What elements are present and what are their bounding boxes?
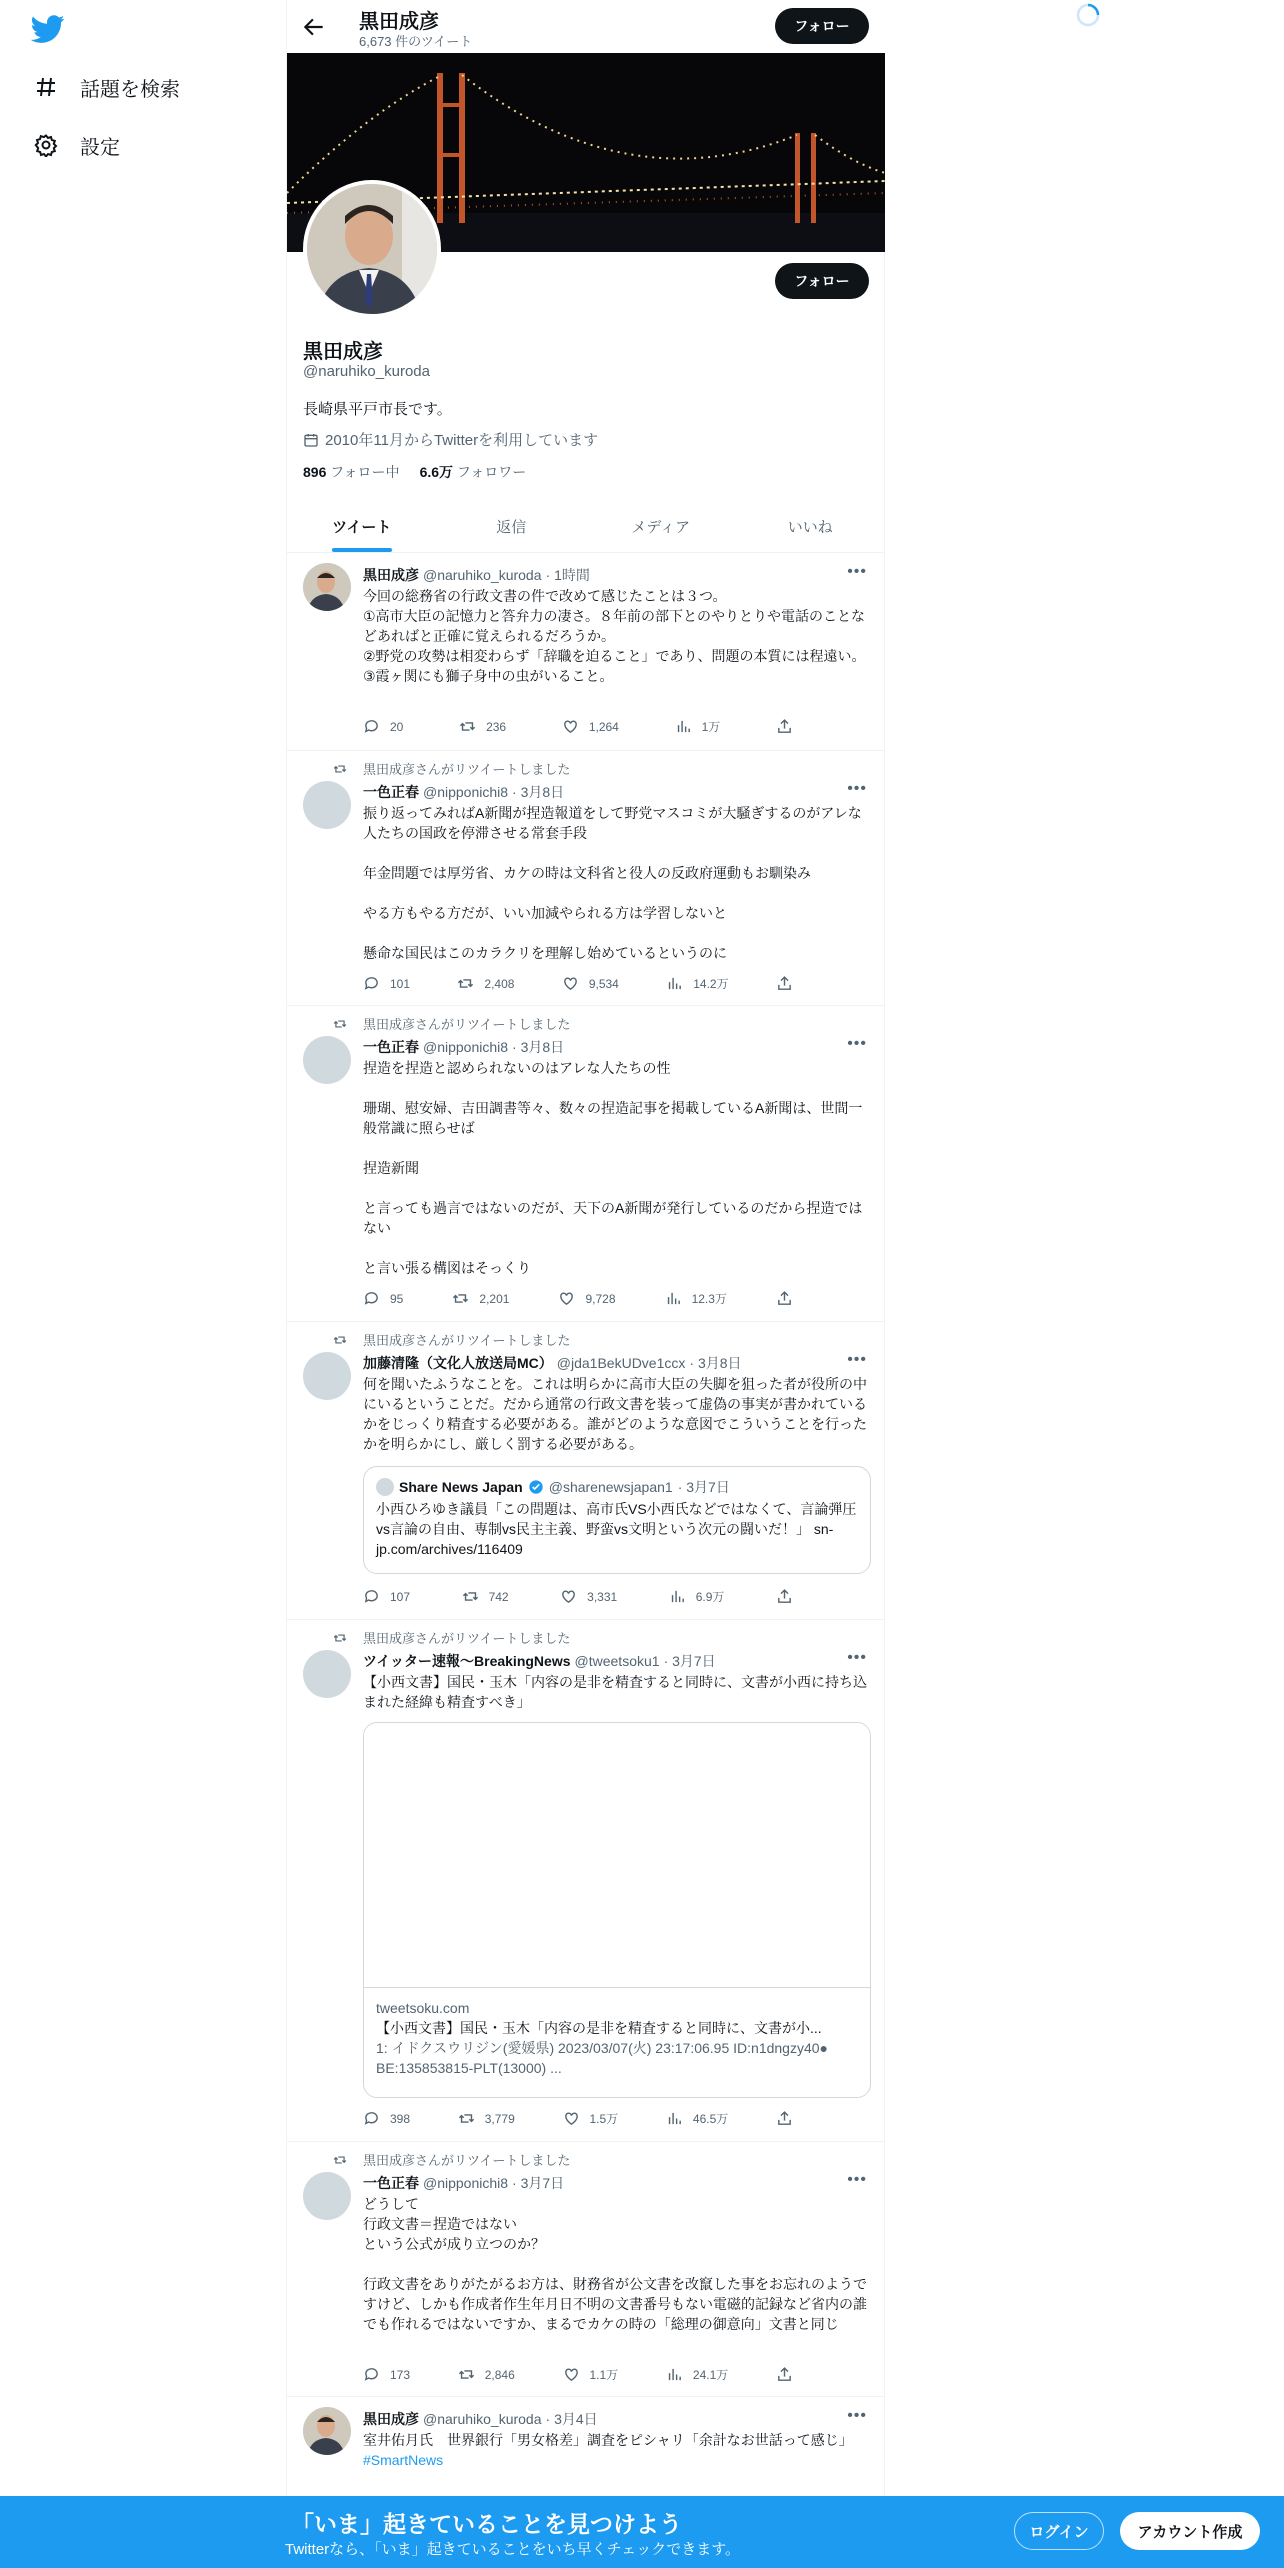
views-button[interactable]: [666, 2110, 728, 2127]
reply-icon: [363, 975, 380, 992]
tweet-author-handle[interactable]: @naruhiko_kuroda: [423, 567, 542, 583]
tab-replies[interactable]: 返信: [496, 518, 527, 536]
views-button[interactable]: [669, 1588, 725, 1605]
views-chart-icon: [669, 1588, 686, 1605]
reply-icon: [363, 718, 380, 735]
following-label: フォロー中: [330, 464, 400, 480]
like-count: 1.5万: [589, 2112, 619, 2126]
loading-spinner-icon: [1075, 2, 1101, 28]
sidebar-item-explore[interactable]: [34, 67, 180, 107]
tab-media[interactable]: メディア: [631, 518, 691, 536]
view-count: 24.1万: [692, 2368, 729, 2382]
like-count: 1,264: [588, 719, 619, 734]
reply-button[interactable]: [363, 718, 403, 735]
follow-button-header[interactable]: フォロー: [775, 8, 869, 44]
share-button[interactable]: [776, 1290, 793, 1307]
sidebar-item-settings[interactable]: [34, 125, 120, 165]
more-options-icon[interactable]: •••: [847, 1649, 867, 1666]
share-icon: [776, 1588, 793, 1605]
reply-count: 101: [390, 976, 411, 991]
retweet-small-icon: [333, 1017, 347, 1031]
share-icon: [776, 718, 793, 735]
tweet-author-handle[interactable]: @nipponichi8: [423, 784, 509, 800]
login-button[interactable]: ログイン: [1014, 2512, 1104, 2550]
share-icon: [776, 2110, 793, 2127]
heart-icon: [563, 2110, 580, 2127]
tweet-actions: [363, 2366, 793, 2383]
following-count: 896: [303, 464, 327, 480]
tweet-text: 何を聞いたふうなことを。これは明らかに高市大臣の失脚を狙った者が役所の中にいるということだ。だから通常の行政文書を装って虚偽の事実が書かれているかをじっくり精査する必要がある。誰がどのような意図でこういうことを行ったかを明らかにし、厳しく罰する必要がある。: [363, 1376, 867, 1452]
view-count: 46.5万: [692, 2112, 729, 2126]
signup-prompt-bar: [0, 2496, 1284, 2568]
share-button[interactable]: [776, 975, 793, 992]
tweet-header: [363, 565, 590, 585]
retweet-indicator: [363, 759, 570, 778]
tweet-text: 今回の総務省の行政文書の件で改めて感じたことは３つ。 ①高市大臣の記憶力と答弁力の凄さ。８年前の部下とのやりとりや電話のことなどあればと正確に覚えられるだろうか。 ②野党の攻勢は相変わらず「辞職を迫ること」であり、問題の本質には程遠い。 ③霞ヶ関にも獅子身中の虫がいること。: [363, 588, 866, 684]
retweet-button[interactable]: [458, 2366, 515, 2383]
tweet-author-handle[interactable]: @nipponichi8: [423, 2175, 509, 2191]
retweet-count: 2,201: [479, 1291, 510, 1306]
tweet-text: 捏造を捏造と認められないのはアレな人たちの性 珊瑚、慰安婦、吉田調書等々、数々の捏造記事を掲載しているA新聞は、世間一般常識に照らせば 捏造新聞 と言っても過言ではないのだが、天下のA新聞が発行しているのだから捏造ではない と言い張る構図はそっくり: [363, 1060, 863, 1276]
like-count: 3,331: [587, 1589, 618, 1604]
profile-photo: [307, 184, 437, 314]
heart-icon: [558, 1290, 575, 1307]
tab-likes[interactable]: いいね: [787, 518, 833, 536]
tweet-header: [363, 2173, 564, 2193]
tweet-item[interactable]: [287, 2142, 885, 2397]
tweet-count: 6,673 件のツイート: [359, 34, 473, 49]
reply-button[interactable]: [363, 1588, 410, 1605]
views-button[interactable]: [675, 718, 721, 735]
share-icon: [776, 975, 793, 992]
share-button[interactable]: [776, 2110, 793, 2127]
tweet-text-container: [363, 2430, 871, 2470]
tweet-item[interactable]: [287, 1620, 885, 2142]
tweet-author-name[interactable]: 一色正春: [363, 784, 419, 800]
tweet-author-avatar[interactable]: [303, 2172, 351, 2220]
tweet-item[interactable]: [287, 1322, 885, 1620]
quoted-tweet-time: · 3月7日: [677, 1479, 730, 1495]
share-icon: [776, 2366, 793, 2383]
followers-count: 6.6万: [419, 464, 454, 480]
link-preview-card[interactable]: [363, 1722, 871, 2098]
retweet-icon: [452, 1290, 469, 1307]
tweet-time[interactable]: · 1時間: [545, 567, 590, 583]
calendar-icon: [303, 432, 319, 448]
heart-icon: [560, 1588, 577, 1605]
reply-count: 107: [390, 1589, 411, 1604]
tweet-time[interactable]: · 3月4日: [545, 2411, 598, 2427]
more-options-icon[interactable]: •••: [847, 1351, 867, 1368]
retweet-count: 236: [486, 719, 507, 734]
author-photo: [303, 2407, 351, 2455]
tweet-time[interactable]: · 3月8日: [689, 1355, 742, 1371]
reply-icon: [363, 2110, 380, 2127]
signup-button[interactable]: アカウント作成: [1120, 2512, 1260, 2550]
retweet-icon: [458, 2110, 475, 2127]
view-count: 12.3万: [691, 1292, 727, 1306]
tweet-item[interactable]: [287, 1006, 885, 1322]
retweet-icon: [462, 1588, 479, 1605]
heart-icon: [562, 975, 579, 992]
tab-tweets[interactable]: ツイート: [287, 500, 437, 552]
tweet-item[interactable]: [287, 751, 885, 1006]
heart-icon: [562, 718, 579, 735]
link-domain: tweetsoku.com: [376, 2000, 470, 2016]
verified-badge-icon: [528, 1479, 544, 1495]
view-count: 6.9万: [695, 1590, 725, 1604]
more-options-icon[interactable]: •••: [847, 2407, 867, 2424]
tweet-actions: [363, 2110, 793, 2127]
like-button[interactable]: [560, 1588, 617, 1605]
retweet-icon: [458, 2366, 475, 2383]
tweet-author-avatar[interactable]: [303, 781, 351, 829]
retweet-indicator: [363, 2150, 570, 2169]
tweet-author-name[interactable]: 一色正春: [363, 1039, 419, 1055]
reply-count: 398: [390, 2111, 411, 2126]
retweet-count: 742: [488, 1589, 509, 1604]
retweet-icon: [459, 718, 476, 735]
retweet-small-icon: [333, 2153, 347, 2167]
retweet-small-icon: [333, 1631, 347, 1645]
tweet-author-name[interactable]: 加藤清隆（文化人放送局MC）: [363, 1355, 553, 1371]
tweet-time[interactable]: · 3月8日: [512, 1039, 565, 1055]
tweet-author-handle[interactable]: @tweetsoku1: [574, 1653, 660, 1669]
left-sidebar: [0, 0, 286, 2568]
tweet-actions: [363, 1290, 793, 1307]
tweet-time[interactable]: · 3月7日: [663, 1653, 716, 1669]
tweet-header: [363, 1037, 564, 1057]
quoted-author-handle: @sharenewsjapan1: [548, 1479, 673, 1495]
retweet-small-icon: [333, 762, 347, 776]
link-preview-image: [364, 1723, 870, 1988]
tweet-header: [363, 1651, 716, 1671]
retweet-count: 2,846: [484, 2367, 515, 2382]
tweet-author-handle[interactable]: @nipponichi8: [423, 1039, 509, 1055]
retweet-icon: [457, 975, 474, 992]
views-chart-icon: [666, 2110, 683, 2127]
tweet-item[interactable]: [287, 553, 885, 751]
retweet-indicator: [363, 1014, 570, 1033]
like-button[interactable]: [562, 718, 619, 735]
tweet-author-handle[interactable]: @naruhiko_kuroda: [423, 2411, 542, 2427]
reply-icon: [363, 1290, 380, 1307]
like-button[interactable]: [562, 975, 619, 992]
like-button[interactable]: [563, 2110, 619, 2127]
tweet-text: 振り返ってみればA新聞が捏造報道をして野党マスコミが大騒ぎするのがアレな人たちの国政を停滞させる常套手段 年金問題では厚労省、カケの時は文科省と役人の反政府運動もお馴染み やる方もやる方だが、いい加減やられる方は学習しないと 懸命な国民はこのカラクリを理解し始めているというのに: [363, 805, 862, 961]
profile-tabs: [287, 500, 885, 553]
signup-prompt-title: 「いま」起きていることを見つけよう: [291, 2511, 682, 2537]
views-button[interactable]: [666, 2366, 728, 2383]
like-button[interactable]: [563, 2366, 619, 2383]
tweet-header: [363, 2409, 598, 2429]
share-button[interactable]: [776, 1588, 793, 1605]
link-preview-text: [364, 1988, 870, 2088]
tweet-time[interactable]: · 3月7日: [512, 2175, 565, 2191]
sidebar-item-label: 話題を検索: [80, 78, 180, 101]
views-button[interactable]: [666, 975, 728, 992]
retweet-small-icon: [333, 1333, 347, 1347]
back-arrow-icon[interactable]: [301, 14, 327, 40]
tweet-header: [363, 782, 564, 802]
tweet-text: 【小西文書】国民・玉木「内容の是非を精査すると同時に、文書が小西に持ち込まれた経緯も精査すべき」: [363, 1674, 867, 1710]
tweet-author-handle[interactable]: @jda1BekUDve1ccx: [556, 1355, 686, 1371]
sidebar-item-label: 設定: [80, 136, 120, 159]
views-chart-icon: [675, 718, 692, 735]
retweet-button[interactable]: [452, 1290, 509, 1307]
tweet-author-avatar[interactable]: [303, 2407, 351, 2455]
share-button[interactable]: [776, 718, 793, 735]
follow-button[interactable]: フォロー: [775, 263, 869, 299]
reply-count: 95: [390, 1291, 404, 1306]
tweet-text: どうして 行政文書＝捏造ではない という公式が成り立つのか？ 行政文書をありがたがるお方は、財務省が公文書を改竄した事をお忘れのようですけど、しかも作成者作生年月日不明の文書番号もない電磁的記録など省内の誰でも作れるではないですか、まるでカケの時の「総理の御意向」文書と同じ: [363, 2196, 867, 2332]
link-title: 【小西文書】国民・玉木「内容の是非を精査すると同時に、文書が小...: [376, 2020, 822, 2036]
quoted-tweet[interactable]: [363, 1466, 871, 1574]
like-count: 9,728: [585, 1291, 616, 1306]
quoted-author-name: Share News Japan: [399, 1479, 523, 1495]
reply-button[interactable]: [363, 2366, 410, 2383]
tweet-actions: [363, 718, 793, 735]
profile-handle: @naruhiko_kuroda: [303, 363, 430, 380]
retweet-indicator: [363, 1628, 570, 1647]
tweet-text: 室井佑月氏 世界銀行「男女格差」調査をピシャリ「余計なお世話って感じ」: [363, 2432, 853, 2448]
like-button[interactable]: [558, 1290, 615, 1307]
retweeted-by-text[interactable]: 黒田成彦さんがリツイートしました: [363, 2153, 571, 2168]
quoted-tweet-text: 小西ひろゆき議員「この問題は、高市氏VS小西氏などではなくて、言論弾圧vs言論の自由、専制vs民主主義、野蛮vs文明という次元の闘いだ！」 sn-jp.com/archives/116409: [376, 1501, 857, 1557]
retweeted-by-text[interactable]: 黒田成彦さんがリツイートしました: [363, 1631, 571, 1646]
more-options-icon[interactable]: •••: [847, 563, 867, 580]
signup-prompt-subtitle: Twitterなら、「いま」起きていることをいち早くチェックできます。: [285, 2541, 741, 2558]
heart-icon: [563, 2366, 580, 2383]
tweet-header: [363, 1353, 742, 1373]
profile-joined-date: [303, 429, 598, 450]
reply-button[interactable]: [363, 975, 410, 992]
tweet-time[interactable]: · 3月8日: [512, 784, 565, 800]
tweet-author-name[interactable]: 黒田成彦: [363, 2411, 419, 2427]
share-button[interactable]: [776, 2366, 793, 2383]
retweet-count: 2,408: [484, 976, 515, 991]
retweeted-by-text[interactable]: 黒田成彦さんがリツイートしました: [363, 1333, 571, 1348]
retweet-button[interactable]: [459, 718, 506, 735]
retweeted-by-text[interactable]: 黒田成彦さんがリツイートしました: [363, 762, 571, 777]
views-chart-icon: [665, 1290, 682, 1307]
page-title: 黒田成彦: [359, 11, 439, 33]
like-count: 1.1万: [589, 2368, 619, 2382]
more-options-icon[interactable]: •••: [847, 1035, 867, 1052]
following-link[interactable]: [303, 462, 400, 482]
retweeted-by-text[interactable]: 黒田成彦さんがリツイートしました: [363, 1017, 571, 1032]
tweet-author-avatar[interactable]: [303, 1650, 351, 1698]
like-count: 9,534: [588, 976, 619, 991]
retweet-count: 3,779: [484, 2111, 515, 2126]
retweet-indicator: [363, 1330, 570, 1349]
views-chart-icon: [666, 975, 683, 992]
tweet-author-name[interactable]: 一色正春: [363, 2175, 419, 2191]
profile-header-bar: [287, 0, 885, 53]
twitter-bird-icon[interactable]: [31, 12, 65, 46]
tweet-actions: [363, 975, 793, 992]
profile-avatar[interactable]: [303, 180, 441, 318]
retweet-button[interactable]: [457, 975, 514, 992]
tweet-actions: [363, 1588, 793, 1605]
more-options-icon[interactable]: •••: [847, 780, 867, 797]
views-chart-icon: [666, 2366, 683, 2383]
reply-icon: [363, 2366, 380, 2383]
reply-icon: [363, 1588, 380, 1605]
reply-count: 20: [390, 719, 404, 734]
profile-name: 黒田成彦: [303, 341, 383, 363]
followers-label: フォロワー: [456, 464, 527, 480]
tweet-author-name[interactable]: ツイッター速報〜BreakingNews: [363, 1653, 571, 1669]
tweet-author-avatar[interactable]: [303, 1352, 351, 1400]
hashtag-link[interactable]: #SmartNews: [363, 2452, 444, 2468]
quoted-author-avatar: [376, 1478, 394, 1496]
share-icon: [776, 1290, 793, 1307]
tweet-author-name[interactable]: 黒田成彦: [363, 567, 419, 583]
profile-bio: 長崎県平戸市長です。: [303, 401, 452, 418]
reply-button[interactable]: [363, 2110, 410, 2127]
view-count: 1万: [701, 720, 721, 734]
gear-icon: [34, 133, 58, 157]
hashtag-icon: [34, 75, 58, 99]
followers-link[interactable]: [420, 462, 527, 482]
reply-count: 173: [390, 2367, 411, 2382]
tweet-author-avatar[interactable]: [303, 563, 351, 611]
retweet-button[interactable]: [458, 2110, 515, 2127]
follow-stats: [303, 462, 526, 482]
joined-text: 2010年11月からTwitterを利用しています: [325, 432, 599, 449]
more-options-icon[interactable]: •••: [847, 2171, 867, 2188]
tweet-author-avatar[interactable]: [303, 1036, 351, 1084]
retweet-button[interactable]: [462, 1588, 509, 1605]
profile-timeline-column: [286, 0, 885, 2568]
author-photo: [303, 563, 351, 611]
quoted-tweet-header: [376, 1477, 858, 1497]
views-button[interactable]: [665, 1290, 727, 1307]
view-count: 14.2万: [693, 977, 729, 991]
reply-button[interactable]: [363, 1290, 403, 1307]
link-description: 1: イドクスウリジン(愛媛県) 2023/03/07(火) 23:17:06.95 ID:n1dngzy40● BE:135853815-PLT(13000) ...: [376, 2040, 828, 2076]
